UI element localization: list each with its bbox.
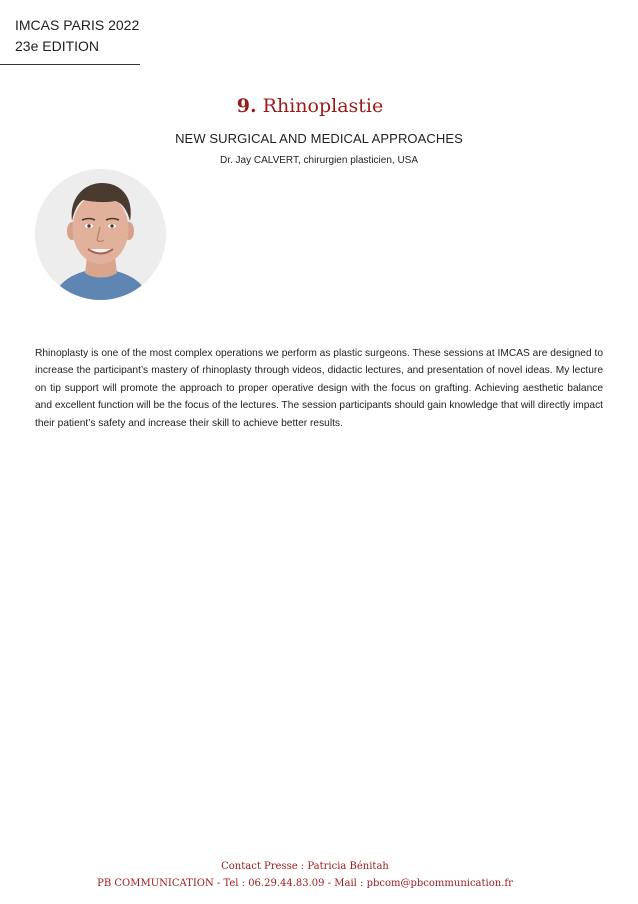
portrait-illustration (35, 169, 166, 300)
section-number: 9. (236, 95, 257, 117)
event-edition: 23e EDITION (15, 38, 100, 54)
press-contact: Contact Presse : Patricia Bénitah (221, 861, 389, 872)
section-title (0, 95, 620, 117)
session-description: Rhinoplasty is one of the most complex operations we perform as plastic surgeons. These sessions at IMCAS are designed to increase the participant’s mastery of rhinoplasty through videos, didactic lectures, and presentation of novel ideas. My lecture on tip support will promote the approach to proper operative design with the focus on grafting. Achieving aesthetic balance and excellent function will be the focus of the lectures. The session participants should gain knowledge that will directly impact their patient’s safety and increase their skill to achieve better results. (35, 348, 603, 429)
event-header (15, 15, 139, 57)
speaker-photo (35, 169, 166, 300)
section-subtitle: NEW SURGICAL AND MEDICAL APPROACHES (175, 131, 463, 146)
speaker-credit: Dr. Jay CALVERT, chirurgien plasticien, USA (219, 155, 419, 166)
agency-contact: PB COMMUNICATION - Tel : 06.29.44.83.09 - Mail : pbcom@pbcommunication.fr (97, 878, 513, 889)
event-name: IMCAS PARIS 2022 (15, 17, 140, 33)
section-title-text: Rhinoplastie (262, 95, 384, 117)
press-contact-footer (0, 858, 610, 892)
header-divider (0, 64, 140, 65)
